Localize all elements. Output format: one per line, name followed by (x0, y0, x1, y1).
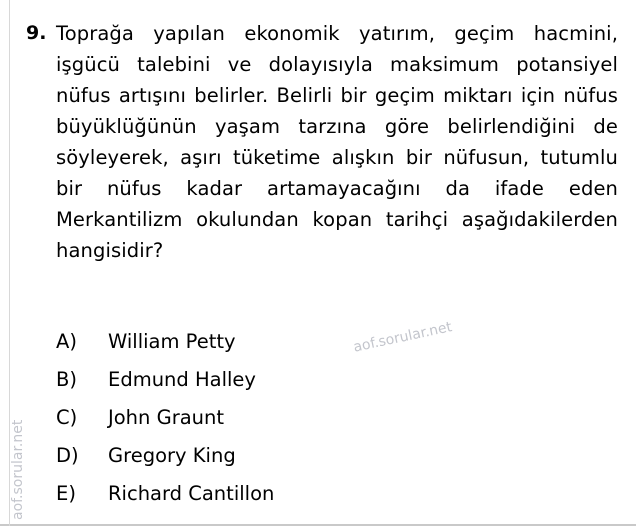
option-label: Gregory King (108, 444, 236, 467)
option-b[interactable] (56, 368, 596, 406)
option-a[interactable] (56, 330, 596, 368)
question-text: Toprağa yapılan ekonomik yatırım, geçim hacmini, işgücü talebini ve dolayısıyla maksimum potansiyel nüfus artışını belirler. Belirli bir geçim miktarı için nüfus büyüklüğünün yaşam tarzına göre belirlendiğini de söyleyerek, aşırı tüketime alışkın bir nüfusun, tutumlu bir nüfus kadar artamayacağını da ifade eden Merkantilizm okulundan kopan tarihçi aşağıdakilerden hangisidir? (56, 22, 618, 262)
option-d[interactable] (56, 444, 596, 482)
watermark-side: aof.sorular.net (10, 419, 26, 520)
option-letter: C) (56, 406, 78, 429)
option-label: Edmund Halley (108, 368, 256, 391)
page-left-rule (9, 0, 10, 526)
option-label: William Petty (108, 330, 236, 353)
question-block (22, 18, 618, 266)
option-letter: E) (56, 482, 76, 505)
options-list (56, 330, 596, 520)
option-letter: A) (56, 330, 77, 353)
watermark-center: aof.sorular.net (352, 319, 454, 356)
option-letter: D) (56, 444, 79, 467)
option-letter: B) (56, 368, 77, 391)
option-label: John Graunt (108, 406, 225, 429)
option-e[interactable] (56, 482, 596, 520)
option-c[interactable] (56, 406, 596, 444)
option-label: Richard Cantillon (108, 482, 275, 505)
question-number: 9. (26, 22, 47, 44)
